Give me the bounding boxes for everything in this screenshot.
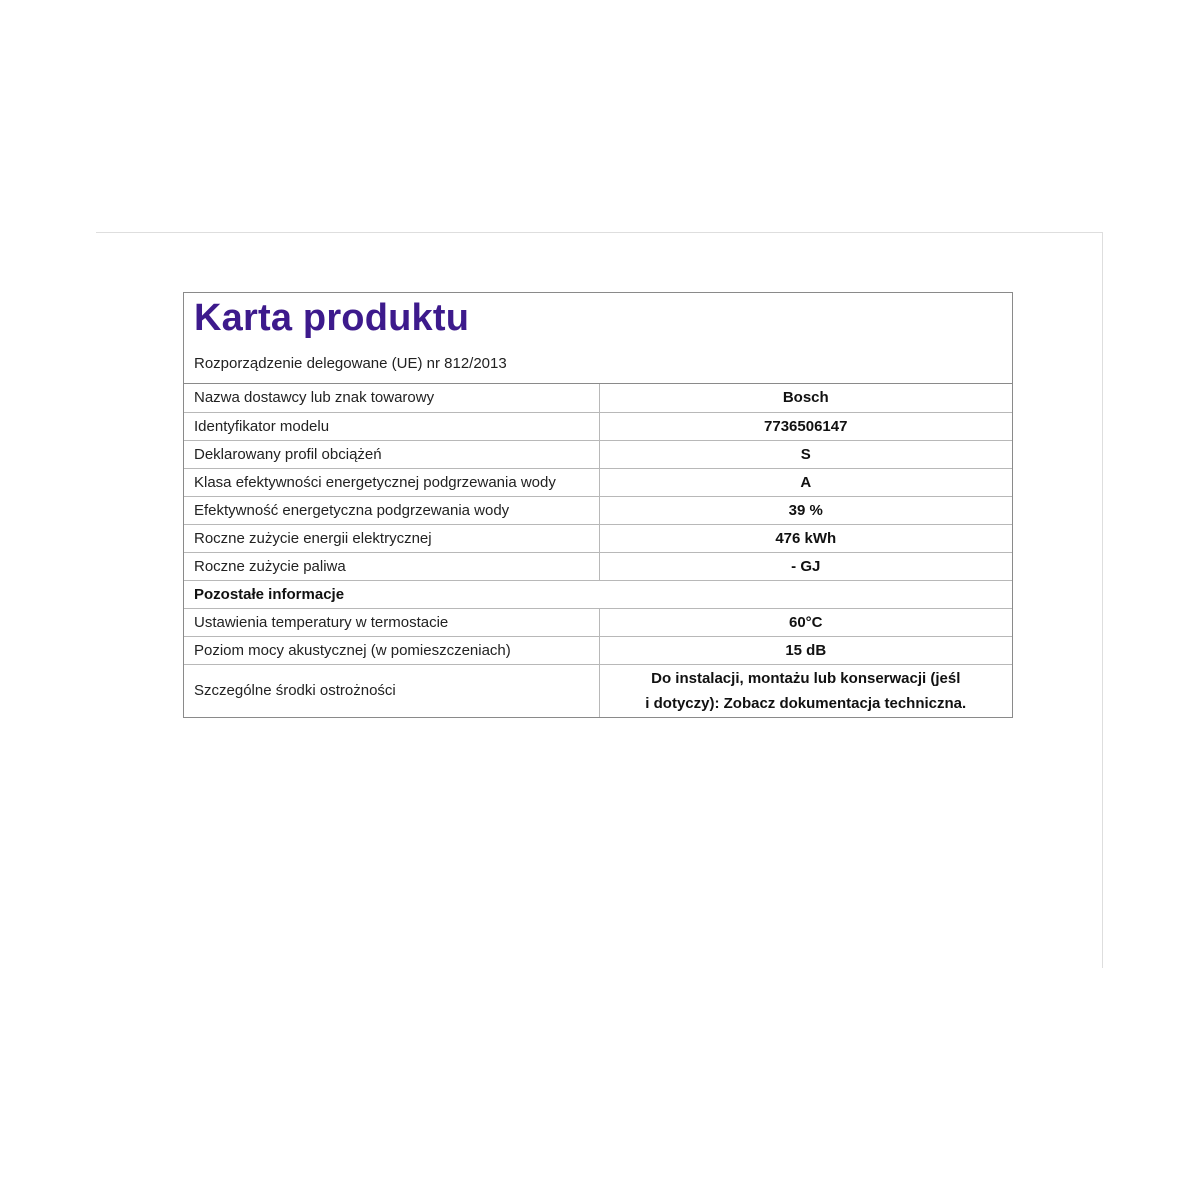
card-title: Karta produktu xyxy=(194,297,470,339)
card-subtitle: Rozporządzenie delegowane (UE) nr 812/2013 xyxy=(194,355,507,372)
row-label: Ustawienia temperatury w termostacie xyxy=(184,608,599,636)
row-value: 7736506147 xyxy=(599,412,1012,440)
row-label: Klasa efektywności energetycznej podgrzewania wody xyxy=(184,468,599,496)
page-border-right xyxy=(1102,232,1103,968)
table-row xyxy=(184,496,1012,524)
row-value: - GJ xyxy=(599,552,1012,580)
product-card xyxy=(183,292,1013,718)
page-border-top xyxy=(96,232,1103,233)
row-label: Roczne zużycie paliwa xyxy=(184,552,599,580)
row-value-line: i dotyczy): Zobacz dokumentacja techniczna. xyxy=(645,694,967,712)
table-row xyxy=(184,636,1012,664)
row-label: Identyfikator modelu xyxy=(184,412,599,440)
section-row xyxy=(184,580,1012,608)
table-row xyxy=(184,412,1012,440)
row-label: Poziom mocy akustycznej (w pomieszczeniach) xyxy=(184,636,599,664)
row-label: Efektywność energetyczna podgrzewania wody xyxy=(184,496,599,524)
row-label: Deklarowany profil obciążeń xyxy=(184,440,599,468)
table-row xyxy=(184,384,1012,412)
row-value: 476 kWh xyxy=(599,524,1012,552)
table-row xyxy=(184,608,1012,636)
card-header xyxy=(184,293,1012,384)
row-label: Szczególne środki ostrożności xyxy=(184,664,599,717)
row-value: S xyxy=(599,440,1012,468)
row-label: Roczne zużycie energii elektrycznej xyxy=(184,524,599,552)
row-value: Bosch xyxy=(782,389,829,407)
row-value: 60°C xyxy=(599,608,1012,636)
row-value: 39 % xyxy=(599,496,1012,524)
table-row xyxy=(184,664,1012,717)
table-row xyxy=(184,468,1012,496)
table-row xyxy=(184,552,1012,580)
table-row xyxy=(184,524,1012,552)
row-value: 15 dB xyxy=(599,636,1012,664)
spec-table xyxy=(184,384,1012,717)
row-value-multiline xyxy=(599,664,1012,717)
section-title: Pozostałe informacje xyxy=(184,580,1012,608)
row-value: A xyxy=(599,468,1012,496)
row-label: Nazwa dostawcy lub znak towarowy xyxy=(184,384,599,412)
table-row xyxy=(184,440,1012,468)
row-value-line: Do instalacji, montażu lub konserwacji (jeśl xyxy=(651,669,961,687)
